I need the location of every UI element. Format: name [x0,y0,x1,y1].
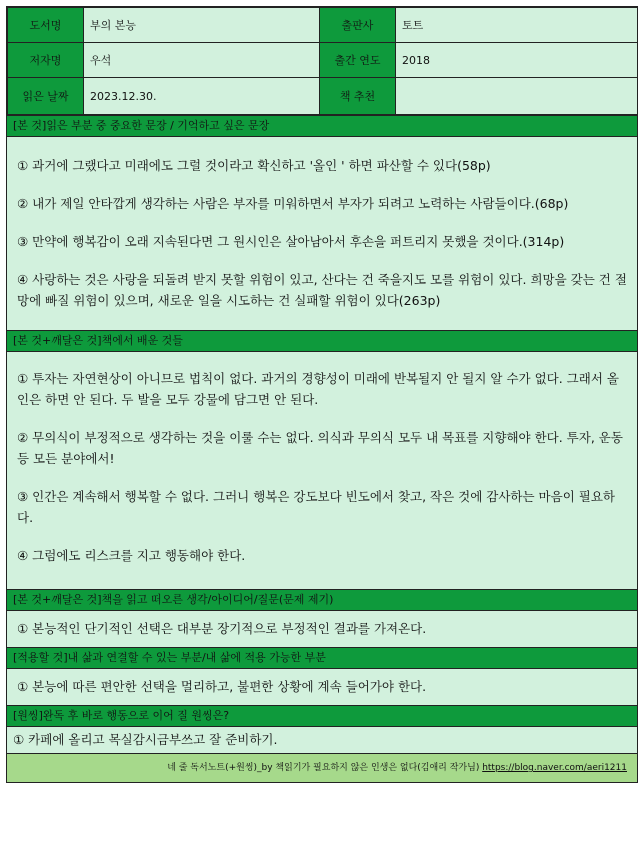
quote-item: ③ 만약에 행복감이 오래 지속된다면 그 원시인은 살아남아서 후손을 퍼트리지 못했을 것이다.(314p) [17,234,565,249]
apply-header-text: 내 삶과 연결할 수 있는 부분/내 삶에 적용 가능한 부분 [67,651,326,664]
ideas-header-text: 책을 읽고 떠오른 생각/아이디어/질문(문제 제기) [101,593,334,606]
date-value: 2023.12.30. [84,78,320,115]
action-box [7,726,637,753]
quotes-tag: 본 것 [17,119,43,132]
book-info-table [7,7,638,115]
year-label: 출간 연도 [320,43,396,78]
learned-item: ③ 인간은 계속해서 행복할 수 없다. 그러니 행복은 강도보다 빈도에서 찾고, 작은 것에 감사하는 마음이 필요하다. [17,489,615,525]
ideas-section-header: [본 것+깨달은 것]책을 읽고 떠오른 생각/아이디어/질문(문제 제기) [7,589,637,610]
learned-item: ④ 그럼에도 리스크를 지고 행동해야 한다. [17,548,246,563]
title-value: 부의 본능 [84,8,320,43]
learned-item: ② 무의식이 부정적으로 생각하는 것을 이룰 수는 없다. 의식과 무의식 모두 내 목표를 지향해야 한다. 투자, 운동 등 모든 분야에서! [17,430,623,466]
ideas-box [7,610,637,647]
recommend-value [396,78,638,115]
quotes-section-header: [본 것]읽은 부분 중 중요한 문장 / 기억하고 싶은 문장 [7,115,637,136]
idea-item: ① 본능적인 단기적인 선택은 대부분 장기적으로 부정적인 결과를 가져온다. [17,621,427,636]
learned-item: ① 투자는 자연현상이 아니므로 법칙이 없다. 과거의 경향성이 미래에 반복될지 안 될지 알 수가 없다. 그래서 올인은 하면 안 된다. 두 발을 모두 강물에 담그면 안 된다. [17,371,619,407]
action-item: ① 카페에 올리고 목실감시금부쓰고 잘 준비하기. [13,732,278,747]
action-section-header: [원씽]완독 후 바로 행동으로 이어 질 원씽은? [7,705,637,726]
action-header-text: 완독 후 바로 행동으로 이어 질 원씽은? [42,709,230,722]
author-label: 저자명 [8,43,84,78]
footer-text: 네 줄 독서노트(+원씽)_by 책읽기가 필요하지 않은 인생은 없다(김애리 작가님) [167,763,480,773]
reading-note-sheet [6,6,638,783]
learned-tag: 본 것+깨달은 것 [17,334,98,347]
apply-item: ① 본능에 따른 편안한 선택을 멀리하고, 불편한 상황에 계속 들어가야 한다. [17,679,427,694]
quotes-box [7,136,637,330]
apply-tag: 적용할 것 [17,651,64,664]
learned-box [7,351,637,589]
author-value: 우석 [84,43,320,78]
learned-section-header: [본 것+깨달은 것]책에서 배운 것들 [7,330,637,351]
action-tag: 원씽 [17,709,39,722]
publisher-label: 출판사 [320,8,396,43]
recommend-label: 책 추천 [320,78,396,115]
quotes-header-text: 읽은 부분 중 중요한 문장 / 기억하고 싶은 문장 [46,119,270,132]
title-label: 도서명 [8,8,84,43]
quote-item: ① 과거에 그랬다고 미래에도 그럴 것이라고 확신하고 '올인 ' 하면 파산할 수 있다(58p) [17,158,491,173]
quote-item: ④ 사랑하는 것은 사랑을 되돌려 받지 못할 위험이 있고, 산다는 건 죽을지도 모를 위험이 있다. 희망을 갖는 건 절망에 빠질 위험이 있으며, 새로운 일을 시도하는 건 실패할 위험이 있다(263p) [17,272,627,308]
apply-section-header: [적용할 것]내 삶과 연결할 수 있는 부분/내 삶에 적용 가능한 부분 [7,647,637,668]
quote-item: ② 내가 제일 안타깝게 생각하는 사람은 부자를 미워하면서 부자가 되려고 노력하는 사람들이다.(68p) [17,196,569,211]
date-label: 읽은 날짜 [8,78,84,115]
ideas-tag: 본 것+깨달은 것 [17,593,98,606]
blog-link[interactable]: https://blog.naver.com/aeri1211 [482,763,627,773]
learned-header-text: 책에서 배운 것들 [101,334,183,347]
footer [7,753,637,782]
publisher-value: 토트 [396,8,638,43]
apply-box [7,668,637,705]
year-value: 2018 [396,43,638,78]
